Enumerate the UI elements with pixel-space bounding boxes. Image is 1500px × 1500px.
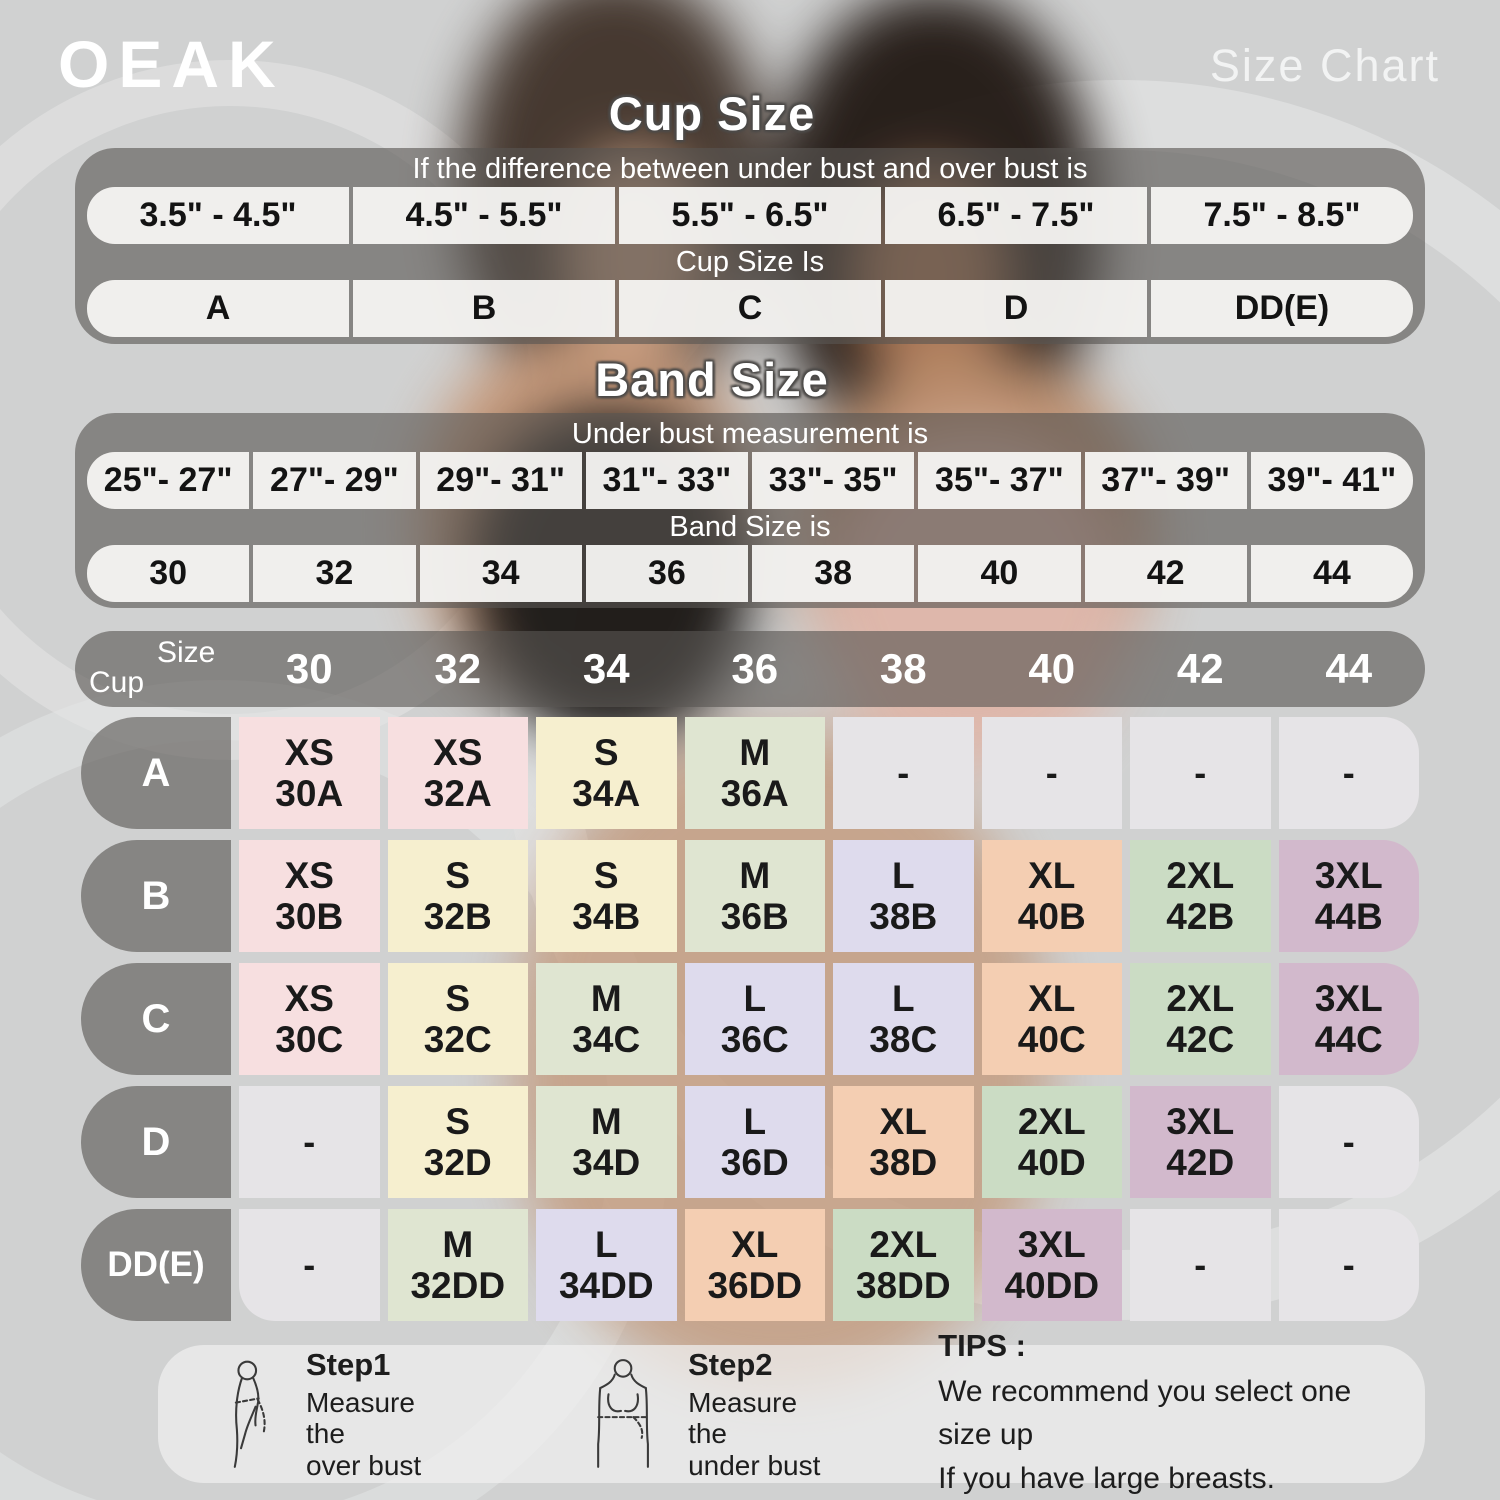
size-code: 32B [423, 896, 492, 937]
step1-line2: over bust [306, 1449, 422, 1481]
size-label: - [1194, 1243, 1207, 1285]
size-code: 38D [869, 1142, 938, 1183]
cup-letter-cell: D [885, 280, 1147, 337]
cup-size-heading: Cup Size [608, 87, 816, 140]
band-number-cell: 32 [253, 545, 415, 602]
band-range-cell: 37"- 39" [1085, 452, 1247, 509]
page-title: Size Chart [1209, 40, 1440, 91]
size-label: 3XL [1017, 1223, 1086, 1265]
matrix-header [75, 631, 1425, 707]
size-label: 2XL [869, 1223, 938, 1265]
size-code: 36B [720, 896, 789, 937]
size-label: L [743, 977, 767, 1019]
size-cell [536, 840, 677, 952]
size-label: S [593, 731, 619, 773]
size-code: 40C [1017, 1019, 1086, 1060]
size-cell [536, 1086, 677, 1198]
size-cell [536, 717, 677, 829]
size-label: - [1045, 751, 1058, 793]
size-label: XS [284, 977, 334, 1019]
band-range-cell: 39"- 41" [1251, 452, 1413, 509]
size-code: 32D [423, 1142, 492, 1183]
size-cell [1130, 1086, 1271, 1198]
cup-letter-cell: A [87, 280, 349, 337]
matrix-rows [75, 717, 1425, 1321]
band-number-cell: 34 [420, 545, 582, 602]
step2-line2: under bust [688, 1449, 821, 1481]
band-range-cell: 29"- 31" [420, 452, 582, 509]
size-cell-empty [239, 1086, 380, 1198]
matrix-row [75, 1086, 1425, 1198]
size-code: 30C [275, 1019, 344, 1060]
cup-range-cell: 6.5" - 7.5" [885, 187, 1147, 244]
over-bust-measure-icon [200, 1357, 280, 1471]
size-label: S [445, 854, 471, 896]
size-code: 44B [1314, 896, 1383, 937]
size-label: - [897, 751, 910, 793]
corner-cup-label: Cup [89, 666, 145, 699]
size-label: S [445, 1100, 471, 1142]
matrix-row [75, 840, 1425, 952]
brand-logo: OEAK [58, 27, 285, 101]
size-code: 42C [1166, 1019, 1235, 1060]
cup-range-cell: 7.5" - 8.5" [1151, 187, 1413, 244]
size-cell [239, 840, 380, 952]
size-code: 40DD [1004, 1265, 1100, 1306]
tips-block [938, 1328, 1383, 1500]
band-number-cell: 30 [87, 545, 249, 602]
size-code: 40D [1017, 1142, 1086, 1183]
size-cell [833, 840, 974, 952]
band-value-row [87, 545, 1413, 602]
band-range-cell: 27"- 29" [253, 452, 415, 509]
size-label: 3XL [1314, 854, 1383, 896]
band-size-heading: Band Size [595, 353, 829, 406]
cup-letter-cell: B [353, 280, 615, 337]
size-cell-empty [1279, 1209, 1420, 1321]
size-label: - [1342, 751, 1355, 793]
size-label: L [743, 1100, 767, 1142]
size-code: 44C [1314, 1019, 1383, 1060]
size-label: L [891, 854, 915, 896]
size-cell [1130, 963, 1271, 1075]
size-label: S [445, 977, 471, 1019]
size-cell [685, 1209, 826, 1321]
band-number-cell: 38 [752, 545, 914, 602]
cup-row-label: C [81, 963, 231, 1075]
step1-block [306, 1347, 440, 1481]
cup-range-cell: 4.5" - 5.5" [353, 187, 615, 244]
step2-block [688, 1347, 822, 1481]
size-code: 42B [1166, 896, 1235, 937]
size-cell-empty [982, 717, 1123, 829]
under-bust-measure-icon [582, 1357, 662, 1471]
size-code: 38C [869, 1019, 938, 1060]
cup-letter-cell: C [619, 280, 881, 337]
band-size-table [75, 413, 1425, 608]
size-cell [982, 963, 1123, 1075]
size-cell [1130, 840, 1271, 952]
size-label: 3XL [1314, 977, 1383, 1019]
size-code: 40B [1017, 896, 1086, 937]
cup-range-cell: 3.5" - 4.5" [87, 187, 349, 244]
band-number-cell: 42 [1085, 545, 1247, 602]
band-column-header: 30 [285, 645, 333, 692]
cup-size-subcaption: Cup Size Is [675, 246, 825, 278]
band-range-cell: 33"- 35" [752, 452, 914, 509]
band-column-header: 34 [582, 645, 630, 692]
size-code: 34D [572, 1142, 641, 1183]
size-label: M [739, 854, 771, 896]
size-cell [982, 1209, 1123, 1321]
cup-value-row [87, 280, 1413, 337]
band-size-subcaption: Band Size is [669, 511, 831, 543]
step2-title: Step2 [688, 1346, 773, 1382]
size-label: - [1194, 751, 1207, 793]
size-code: 30B [275, 896, 344, 937]
size-label: 3XL [1166, 1100, 1235, 1142]
size-label: XS [284, 854, 334, 896]
size-code: 38DD [855, 1265, 951, 1306]
size-cell [833, 1086, 974, 1198]
size-code: 34A [572, 773, 641, 814]
cup-size-caption: If the difference between under bust and over bust is [412, 153, 1088, 185]
size-cell [685, 963, 826, 1075]
band-column-header: 36 [731, 645, 779, 692]
cup-letter-cell: DD(E) [1151, 280, 1413, 337]
size-cell [833, 1209, 974, 1321]
size-label: M [590, 977, 622, 1019]
band-number-cell: 36 [586, 545, 748, 602]
size-label: 2XL [1166, 977, 1235, 1019]
size-label: XS [284, 731, 334, 773]
band-number-cell: 40 [918, 545, 1080, 602]
size-code: 32DD [410, 1265, 506, 1306]
band-size-caption: Under bust measurement is [571, 418, 929, 450]
size-label: M [442, 1223, 474, 1265]
size-cell-empty [239, 1209, 380, 1321]
size-cell [536, 1209, 677, 1321]
size-label: XL [879, 1100, 927, 1142]
size-code: 42D [1166, 1142, 1235, 1183]
cup-row-label: A [81, 717, 231, 829]
band-range-cell: 35"- 37" [918, 452, 1080, 509]
size-label: XS [433, 731, 483, 773]
size-cell [388, 840, 529, 952]
step2-line1: Measure the [688, 1386, 798, 1450]
size-label: M [739, 731, 771, 773]
size-cell [388, 1086, 529, 1198]
size-code: 34DD [558, 1265, 654, 1306]
size-label: XL [1028, 977, 1076, 1019]
size-label: L [594, 1223, 618, 1265]
size-cell [239, 963, 380, 1075]
size-cell [833, 963, 974, 1075]
cup-row-label: DD(E) [81, 1209, 231, 1321]
size-code: 36A [720, 773, 789, 814]
size-code: 38B [869, 896, 938, 937]
size-cell [388, 963, 529, 1075]
matrix-row [75, 717, 1425, 829]
size-cell [982, 1086, 1123, 1198]
size-label: 2XL [1166, 854, 1235, 896]
size-code: 32C [423, 1019, 492, 1060]
cup-row-label: B [81, 840, 231, 952]
size-cell-empty [1130, 1209, 1271, 1321]
size-cell [685, 1086, 826, 1198]
step1-title: Step1 [306, 1346, 391, 1382]
size-cell [239, 717, 380, 829]
measure-guide-bar [158, 1327, 1425, 1495]
tips-line1: We recommend you select one size up [938, 1374, 1352, 1452]
band-column-header: 42 [1176, 645, 1224, 692]
step1-line1: Measure the [306, 1386, 415, 1450]
tips-title: TIPS : [938, 1327, 1026, 1363]
band-column-header: 32 [434, 645, 482, 692]
size-cell-empty [833, 717, 974, 829]
size-cell [1279, 840, 1420, 952]
size-cell [536, 963, 677, 1075]
size-cell [1279, 963, 1420, 1075]
size-code: 36C [720, 1019, 789, 1060]
size-code: 36D [720, 1142, 789, 1183]
matrix-row [75, 963, 1425, 1075]
band-range-cell: 31"- 33" [586, 452, 748, 509]
matrix-row [75, 1209, 1425, 1321]
matrix-corner-label [81, 631, 231, 707]
size-label: 2XL [1017, 1100, 1086, 1142]
size-cell-empty [1279, 717, 1420, 829]
size-cell [388, 1209, 529, 1321]
size-code: 30A [275, 773, 344, 814]
size-code: 34B [572, 896, 641, 937]
corner-size-label: Size [157, 636, 216, 669]
band-column-header: 44 [1325, 645, 1373, 692]
size-label: M [590, 1100, 622, 1142]
size-cell [982, 840, 1123, 952]
size-cell-empty [1279, 1086, 1420, 1198]
size-label: L [891, 977, 915, 1019]
band-number-cell: 44 [1251, 545, 1413, 602]
size-code: 34C [572, 1019, 641, 1060]
size-code: 32A [423, 773, 492, 814]
tips-line2: If you have large breasts. [938, 1461, 1276, 1495]
cup-row-label: D [81, 1086, 231, 1198]
size-cell-empty [1130, 717, 1271, 829]
cup-range-row [87, 187, 1413, 244]
size-cell [685, 717, 826, 829]
size-cell [685, 840, 826, 952]
band-column-header: 38 [879, 645, 927, 692]
size-label: - [303, 1243, 316, 1285]
size-label: XL [1028, 854, 1076, 896]
band-column-header: 40 [1028, 645, 1076, 692]
size-label: XL [731, 1223, 779, 1265]
cup-size-table [75, 148, 1425, 344]
size-label: - [1342, 1243, 1355, 1285]
size-label: S [593, 854, 619, 896]
size-label: - [1342, 1120, 1355, 1162]
band-range-row [87, 452, 1413, 509]
band-range-cell: 25"- 27" [87, 452, 249, 509]
size-code: 36DD [707, 1265, 803, 1306]
size-label: - [303, 1120, 316, 1162]
size-cell [388, 717, 529, 829]
cup-range-cell: 5.5" - 6.5" [619, 187, 881, 244]
